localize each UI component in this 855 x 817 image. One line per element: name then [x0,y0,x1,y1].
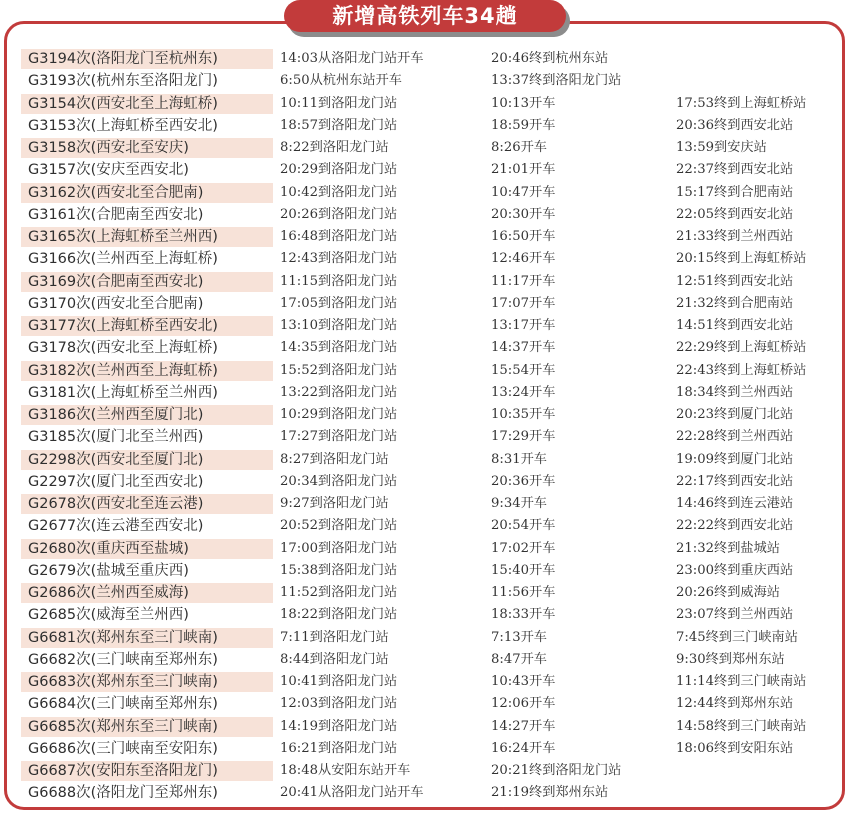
time-cell-a: 20:29到洛阳龙门站 [280,162,398,178]
time-cell-b: 16:50开车 [491,229,556,245]
table-row [21,649,841,671]
train-number-cell: G3154次(西安北至上海虹桥) [21,94,273,114]
train-number-cell: G3162次(西安北至合肥南) [21,183,273,203]
time-cell-c: 11:14终到三门峡南站 [676,674,807,690]
time-cell-c: 14:58终到三门峡南站 [676,718,807,734]
time-cell-a: 10:41到洛阳龙门站 [280,674,398,690]
time-cell-c: 13:59到安庆站 [676,140,767,156]
table-row [21,760,841,782]
table-row [21,382,841,404]
train-number-cell: G6682次(三门峡南至郑州东) [28,651,218,668]
time-cell-a: 20:34到洛阳龙门站 [280,473,398,489]
train-number-cell: G2297次(厦门北至西安北) [28,473,204,490]
train-number-cell: G3185次(厦门北至兰州西) [28,429,204,446]
time-cell-a: 12:43到洛阳龙门站 [280,251,398,267]
time-cell-b: 12:46开车 [491,251,556,267]
time-cell-c: 18:34终到兰州西站 [676,384,794,400]
time-cell-a: 10:29到洛阳龙门站 [280,407,398,423]
time-cell-b: 8:47开车 [491,651,547,667]
time-cell-b: 8:26开车 [491,140,547,156]
train-number-cell: G3169次(合肥南至西安北) [21,272,273,292]
time-cell-b: 20:36开车 [491,473,556,489]
time-cell-b: 20:30开车 [491,206,556,222]
time-cell-b: 8:31开车 [491,451,547,467]
time-cell-a: 12:03到洛阳龙门站 [280,696,398,712]
train-number-cell: G3158次(西安北至安庆) [21,138,273,158]
time-cell-c: 9:30终到郑州东站 [676,651,785,667]
time-cell-c: 22:05终到西安北站 [676,206,794,222]
train-number-cell: G6688次(洛阳龙门至郑州东) [28,785,218,802]
train-number-cell: G3166次(兰州西至上海虹桥) [28,251,218,268]
table-row [21,293,841,315]
table-row [21,159,841,181]
train-number-cell: G3157次(安庆至西安北) [28,162,189,179]
train-number-cell: G3194次(洛阳龙门至杭州东) [21,49,273,69]
time-cell-b: 21:19终到郑州东站 [491,785,609,801]
table-row [21,627,841,649]
train-number-cell: G3182次(兰州西至上海虹桥) [21,361,273,381]
time-cell-c: 14:51终到西安北站 [676,318,794,334]
time-cell-a: 8:44到洛阳龙门站 [280,651,389,667]
train-number-cell: G2678次(西安北至连云港) [21,494,273,514]
time-cell-c: 21:32终到盐城站 [676,540,780,556]
time-cell-a: 17:05到洛阳龙门站 [280,295,398,311]
train-number-cell: G3178次(西安北至上海虹桥) [28,340,218,357]
table-row [21,315,841,337]
train-number-cell: G6687次(安阳东至洛阳龙门) [21,761,273,781]
schedule-table [21,48,841,805]
time-cell-b: 12:06开车 [491,696,556,712]
train-number-cell: G3165次(上海虹桥至兰州西) [21,227,273,247]
table-row [21,604,841,626]
train-number-cell: G2679次(盐城至重庆西) [28,562,189,579]
train-number-cell: G3186次(兰州西至厦门北) [21,405,273,425]
time-cell-a: 16:48到洛阳龙门站 [280,229,398,245]
time-cell-a: 6:50从杭州东站开车 [280,73,402,89]
time-cell-c: 20:23终到厦门北站 [676,407,794,423]
time-cell-a: 11:52到洛阳龙门站 [280,585,398,601]
table-row [21,137,841,159]
train-number-cell: G2677次(连云港至西安北) [28,518,204,535]
table-row [21,248,841,270]
table-row [21,671,841,693]
time-cell-a: 17:27到洛阳龙门站 [280,429,398,445]
time-cell-c: 21:33终到兰州西站 [676,229,794,245]
time-cell-c: 20:36终到西安北站 [676,117,794,133]
table-row [21,782,841,804]
time-cell-c: 18:06终到安阳东站 [676,740,794,756]
table-row [21,538,841,560]
time-cell-b: 7:13开车 [491,629,547,645]
time-cell-b: 14:27开车 [491,718,556,734]
time-cell-b: 9:34开车 [491,496,547,512]
time-cell-c: 20:26终到威海站 [676,585,780,601]
time-cell-b: 17:02开车 [491,540,556,556]
time-cell-a: 18:48从安阳东站开车 [280,763,411,779]
time-cell-b: 10:35开车 [491,407,556,423]
time-cell-a: 8:27到洛阳龙门站 [280,451,389,467]
train-number-cell: G6684次(三门峡南至郑州东) [28,696,218,713]
time-cell-a: 14:35到洛阳龙门站 [280,340,398,356]
table-row [21,693,841,715]
time-cell-b: 17:07开车 [491,295,556,311]
time-cell-b: 15:54开车 [491,362,556,378]
table-row [21,560,841,582]
table-row [21,271,841,293]
time-cell-b: 20:54开车 [491,518,556,534]
train-number-cell: G2685次(威海至兰州西) [28,607,189,624]
time-cell-c: 20:15终到上海虹桥站 [676,251,807,267]
table-row [21,471,841,493]
time-cell-a: 13:22到洛阳龙门站 [280,384,398,400]
time-cell-b: 10:13开车 [491,95,556,111]
train-number-cell: G6681次(郑州东至三门峡南) [21,628,273,648]
time-cell-b: 11:17开车 [491,273,556,289]
time-cell-b: 16:24开车 [491,740,556,756]
time-cell-b: 10:47开车 [491,184,556,200]
time-cell-c: 12:44终到郑州东站 [676,696,794,712]
table-row [21,337,841,359]
time-cell-a: 20:52到洛阳龙门站 [280,518,398,534]
time-cell-c: 21:32终到合肥南站 [676,295,794,311]
table-row [21,449,841,471]
time-cell-a: 10:42到洛阳龙门站 [280,184,398,200]
time-cell-b: 20:46终到杭州东站 [491,51,609,67]
time-cell-c: 19:09终到厦门北站 [676,451,794,467]
time-cell-a: 15:52到洛阳龙门站 [280,362,398,378]
time-cell-a: 13:10到洛阳龙门站 [280,318,398,334]
table-row [21,48,841,70]
time-cell-c: 22:22终到西安北站 [676,518,794,534]
time-cell-b: 11:56开车 [491,585,556,601]
time-cell-c: 7:45终到三门峡南站 [676,629,798,645]
time-cell-a: 16:21到洛阳龙门站 [280,740,398,756]
table-row [21,93,841,115]
time-cell-b: 10:43开车 [491,674,556,690]
table-row [21,182,841,204]
train-number-cell: G3181次(上海虹桥至兰州西) [28,384,218,401]
time-cell-a: 18:57到洛阳龙门站 [280,117,398,133]
time-cell-a: 20:26到洛阳龙门站 [280,206,398,222]
time-cell-b: 21:01开车 [491,162,556,178]
train-number-cell: G6683次(郑州东至三门峡南) [21,672,273,692]
table-row [21,360,841,382]
train-number-cell: G6686次(三门峡南至安阳东) [28,740,218,757]
time-cell-b: 15:40开车 [491,562,556,578]
table-row [21,70,841,92]
train-number-cell: G3161次(合肥南至西安北) [28,206,204,223]
table-row [21,738,841,760]
table-row [21,493,841,515]
time-cell-a: 9:27到洛阳龙门站 [280,496,389,512]
table-row [21,582,841,604]
time-cell-c: 23:00终到重庆西站 [676,562,794,578]
time-cell-a: 15:38到洛阳龙门站 [280,562,398,578]
time-cell-b: 13:37终到洛阳龙门站 [491,73,622,89]
time-cell-c: 17:53终到上海虹桥站 [676,95,807,111]
time-cell-a: 8:22到洛阳龙门站 [280,140,389,156]
table-row [21,404,841,426]
time-cell-b: 13:24开车 [491,384,556,400]
table-row [21,426,841,448]
time-cell-c: 15:17终到合肥南站 [676,184,794,200]
time-cell-a: 20:41从洛阳龙门站开车 [280,785,424,801]
time-cell-a: 11:15到洛阳龙门站 [280,273,398,289]
time-cell-c: 14:46终到连云港站 [676,496,794,512]
time-cell-b: 17:29开车 [491,429,556,445]
train-number-cell: G3153次(上海虹桥至西安北) [28,117,218,134]
time-cell-b: 13:17开车 [491,318,556,334]
table-row [21,226,841,248]
time-cell-b: 20:21终到洛阳龙门站 [491,763,622,779]
time-cell-c: 22:28终到兰州西站 [676,429,794,445]
time-cell-a: 18:22到洛阳龙门站 [280,607,398,623]
time-cell-b: 18:33开车 [491,607,556,623]
table-row [21,515,841,537]
time-cell-a: 10:11到洛阳龙门站 [280,95,398,111]
train-number-cell: G6685次(郑州东至三门峡南) [21,717,273,737]
time-cell-c: 22:17终到西安北站 [676,473,794,489]
train-number-cell: G2686次(兰州西至威海) [21,583,273,603]
time-cell-b: 14:37开车 [491,340,556,356]
train-number-cell: G2298次(西安北至厦门北) [21,450,273,470]
time-cell-a: 7:11到洛阳龙门站 [280,629,389,645]
time-cell-a: 17:00到洛阳龙门站 [280,540,398,556]
train-number-cell: G2680次(重庆西至盐城) [21,539,273,559]
time-cell-b: 18:59开车 [491,117,556,133]
time-cell-c: 22:37终到西安北站 [676,162,794,178]
table-row [21,204,841,226]
time-cell-c: 22:29终到上海虹桥站 [676,340,807,356]
time-cell-c: 23:07终到兰州西站 [676,607,794,623]
train-number-cell: G3177次(上海虹桥至西安北) [21,316,273,336]
train-number-cell: G3193次(杭州东至洛阳龙门) [28,73,218,90]
page-title: 新增高铁列车34趟 [284,0,566,32]
time-cell-a: 14:03从洛阳龙门站开车 [280,51,424,67]
table-row [21,115,841,137]
time-cell-a: 14:19到洛阳龙门站 [280,718,398,734]
time-cell-c: 22:43终到上海虹桥站 [676,362,807,378]
train-number-cell: G3170次(西安北至合肥南) [28,295,204,312]
table-row [21,716,841,738]
time-cell-c: 12:51终到西安北站 [676,273,794,289]
